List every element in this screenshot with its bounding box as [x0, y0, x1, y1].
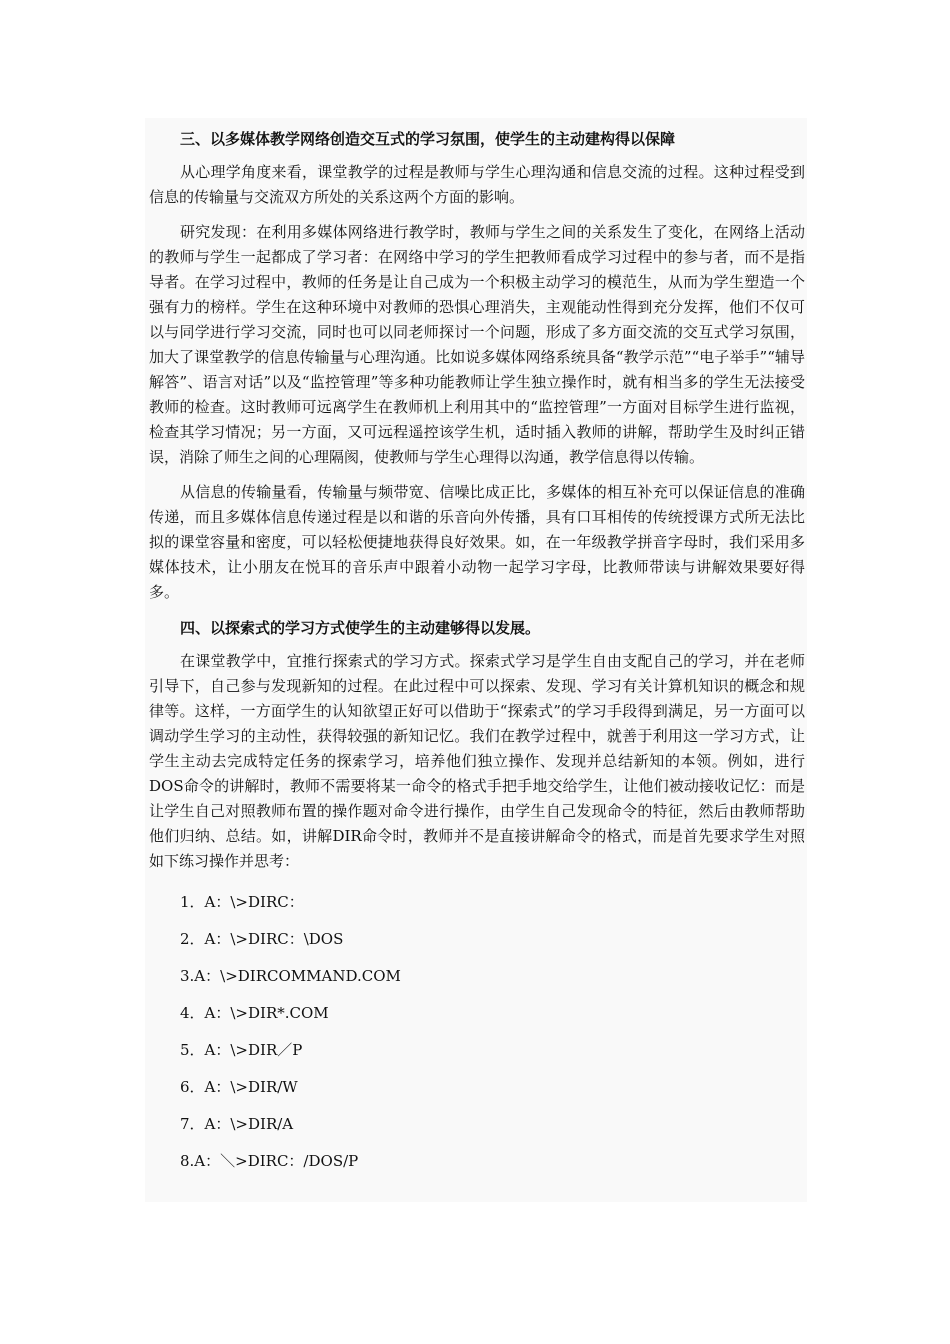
command-item: 6．A：\>DIR/W — [180, 1078, 298, 1096]
command-item: 3.A：\>DIRCOMMAND.COM — [180, 967, 401, 985]
paragraph: 在课堂教学中，宜推行探索式的学习方式。探索式学习是学生自由支配自己的学习，并在老师引导下，自己参与发现新知的过程。在此过程中可以探索、发现、学习有关计算机知识的概念和规律等。这样，一方面学生的认知欲望正好可以借助于“探索式”的学习手段得到满足，另一方面可以调动学生学习的主动性，获得较强的新知记忆。我们在教学过程中，就善于利用这一学习方式，让学生主动去完成特定任务的探索学习，培养他们独立操作、发现并总结新知的本领。例如，进行DOS命令的讲解时，教师不需要将某一命令的格式手把手地交给学生，让他们被动接收记忆：而是让学生自己对照教师布置的操作题对命令进行操作，由学生自己发现命令的特征，然后由教师帮助他们归纳、总结。如，讲解DIR命令时，教师并不是直接讲解命令的格式，而是首先要求学生对照如下练习操作并思考： — [149, 652, 805, 870]
command-item: 5．A：\>DIR／P — [180, 1041, 303, 1059]
command-list — [149, 884, 807, 1180]
paragraph: 研究发现：在利用多媒体网络进行教学时，教师与学生之间的关系发生了变化，在网络上活动的教师与学生一起都成了学习者：在网络中学习的学生把教师看成学习过程中的参与者，而不是指导者。在学习过程中，教师的任务是让自己成为一个积极主动学习的模范生，从而为学生塑造一个强有力的榜样。学生在这种环境中对教师的恐惧心理消失，主观能动性得到充分发挥，他们不仅可以与同学进行学习交流，同时也可以同老师探讨一个问题，形成了多方面交流的交互式学习氛围，加大了课堂教学的信息传输量与心理沟通。比如说多媒体网络系统具备“教学示范”“电子举手”“辅导解答”、语言对话”以及“监控管理”等多种功能教师让学生独立操作时，就有相当多的学生无法接受教师的检查。这时教师可远离学生在教师机上利用其中的“监控管理”一方面对目标学生进行监视，检查其学习情况；另一方面，又可远程遥控该学生机，适时插入教师的讲解，帮助学生及时纠正错误，消除了师生之间的心理隔阂，使教师与学生心理得以沟通，教学信息得以传输。 — [149, 223, 805, 466]
section-heading-4: 四、以探索式的学习方式使学生的主动建够得以发展。 — [180, 619, 541, 637]
command-item: 2．A：\>DIRC：\DOS — [180, 930, 344, 948]
paragraph: 从心理学角度来看，课堂教学的过程是教师与学生心理沟通和信息交流的过程。这种过程受到信息的传输量与交流双方所处的关系这两个方面的影响。 — [149, 163, 805, 206]
command-item: 8.A：＼>DIRC：/DOS/P — [180, 1152, 359, 1170]
section-heading-3: 三、以多媒体教学网络创造交互式的学习氛围，使学生的主动建构得以保障 — [180, 130, 676, 148]
command-item: 7．A：\>DIR/A — [180, 1115, 294, 1133]
command-item: 1．A：\>DIRC： — [180, 893, 304, 911]
document-text-block — [145, 118, 807, 1202]
paragraph: 从信息的传输量看，传输量与频带宽、信噪比成正比，多媒体的相互补充可以保证信息的准确传递，而且多媒体信息传递过程是以和谐的乐音向外传播，具有口耳相传的传统授课方式所无法比拟的课堂容量和密度，可以轻松便捷地获得良好效果。如，在一年级教学拼音字母时，我们采用多媒体技术，让小朋友在悦耳的音乐声中跟着小动物一起学习字母，比教师带读与讲解效果要好得多。 — [149, 483, 805, 601]
command-item: 4．A：\>DIR*.COM — [180, 1004, 329, 1022]
